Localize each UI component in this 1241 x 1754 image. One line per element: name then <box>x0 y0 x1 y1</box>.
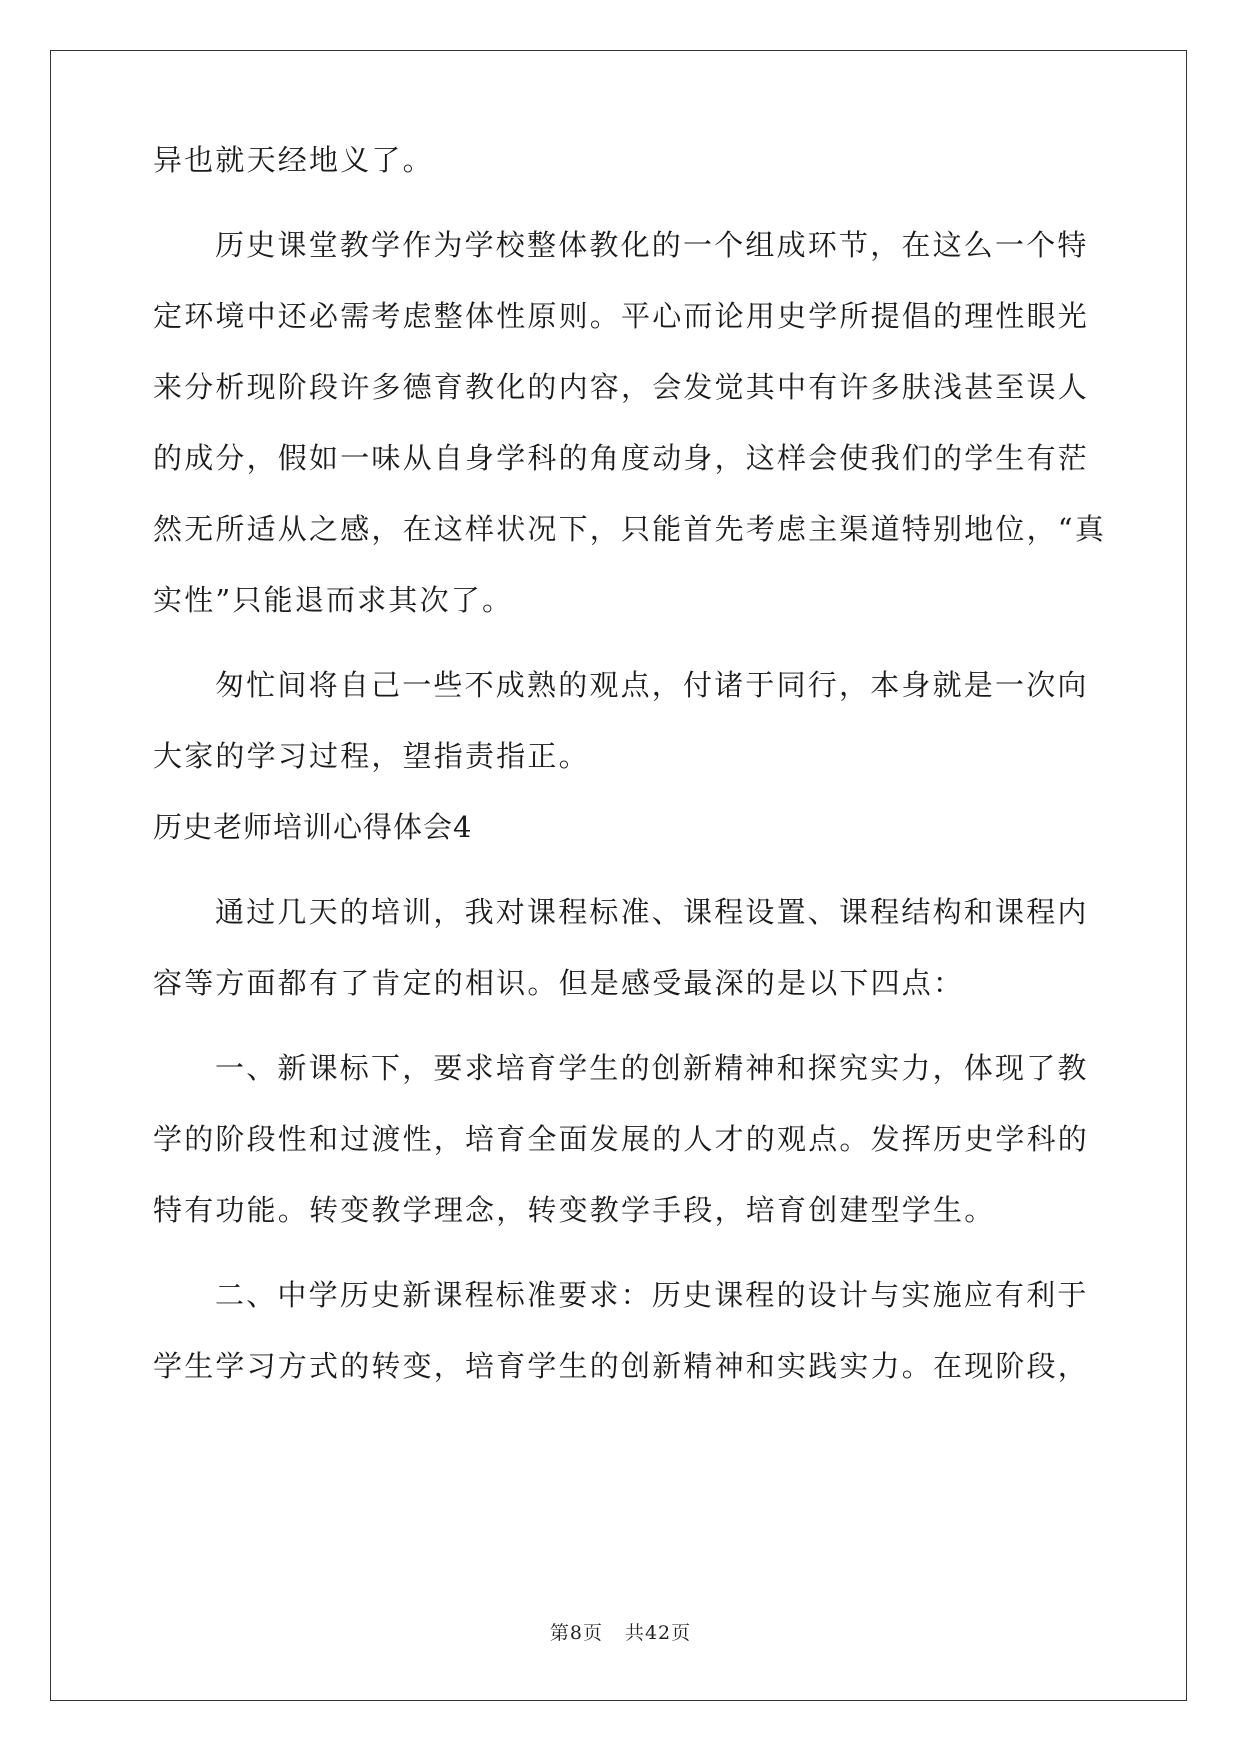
page-total: 共42页 <box>624 1622 692 1644</box>
paragraph-line: 定环境中还必需考虑整体性原则。平心而论用史学所提倡的理性眼光 <box>153 299 1090 333</box>
paragraph-line: 学的阶段性和过渡性，培育全面发展的人才的观点。发挥历史学科的 <box>153 1122 1090 1156</box>
paragraph-line: 容等方面都有了肯定的相识。但是感受最深的是以下四点： <box>153 966 965 1000</box>
paragraph-line: 特有功能。转变教学理念，转变教学手段，培育创建型学生。 <box>153 1193 996 1227</box>
paragraph-line: 的成分，假如一味从自身学科的角度动身，这样会使我们的学生有茫 <box>153 441 1090 475</box>
paragraph-line: 异也就天经地义了。 <box>153 143 434 177</box>
page-number: 第8页 <box>549 1622 603 1644</box>
paragraph-line: 学生学习方式的转变，培育学生的创新精神和实践实力。在现阶段， <box>153 1349 1090 1383</box>
paragraph-line: 来分析现阶段许多德育教化的内容，会发觉其中有许多肤浅甚至误人 <box>153 370 1090 404</box>
paragraph-line: 然无所适从之感，在这样状况下，只能首先考虑主渠道特别地位，“真 <box>153 512 1107 546</box>
paragraph-line: 历史课堂教学作为学校整体教化的一个组成环节，在这么一个特 <box>215 228 1089 262</box>
paragraph-line: 通过几天的培训，我对课程标准、课程设置、课程结构和课程内 <box>215 895 1089 929</box>
section-heading: 历史老师培训心得体会4 <box>153 810 473 844</box>
paragraph-line: 实性”只能退而求其次了。 <box>153 583 514 617</box>
paragraph-line: 二、中学历史新课程标准要求：历史课程的设计与实施应有利于 <box>215 1278 1089 1312</box>
paragraph-line: 一、新课标下，要求培育学生的创新精神和探究实力，体现了教 <box>215 1051 1089 1085</box>
paragraph-line: 大家的学习过程，望指责指正。 <box>153 739 590 773</box>
page-footer <box>0 1618 1241 1645</box>
paragraph-line: 匆忙间将自己一些不成熟的观点，付诸于同行，本身就是一次向 <box>215 668 1089 702</box>
